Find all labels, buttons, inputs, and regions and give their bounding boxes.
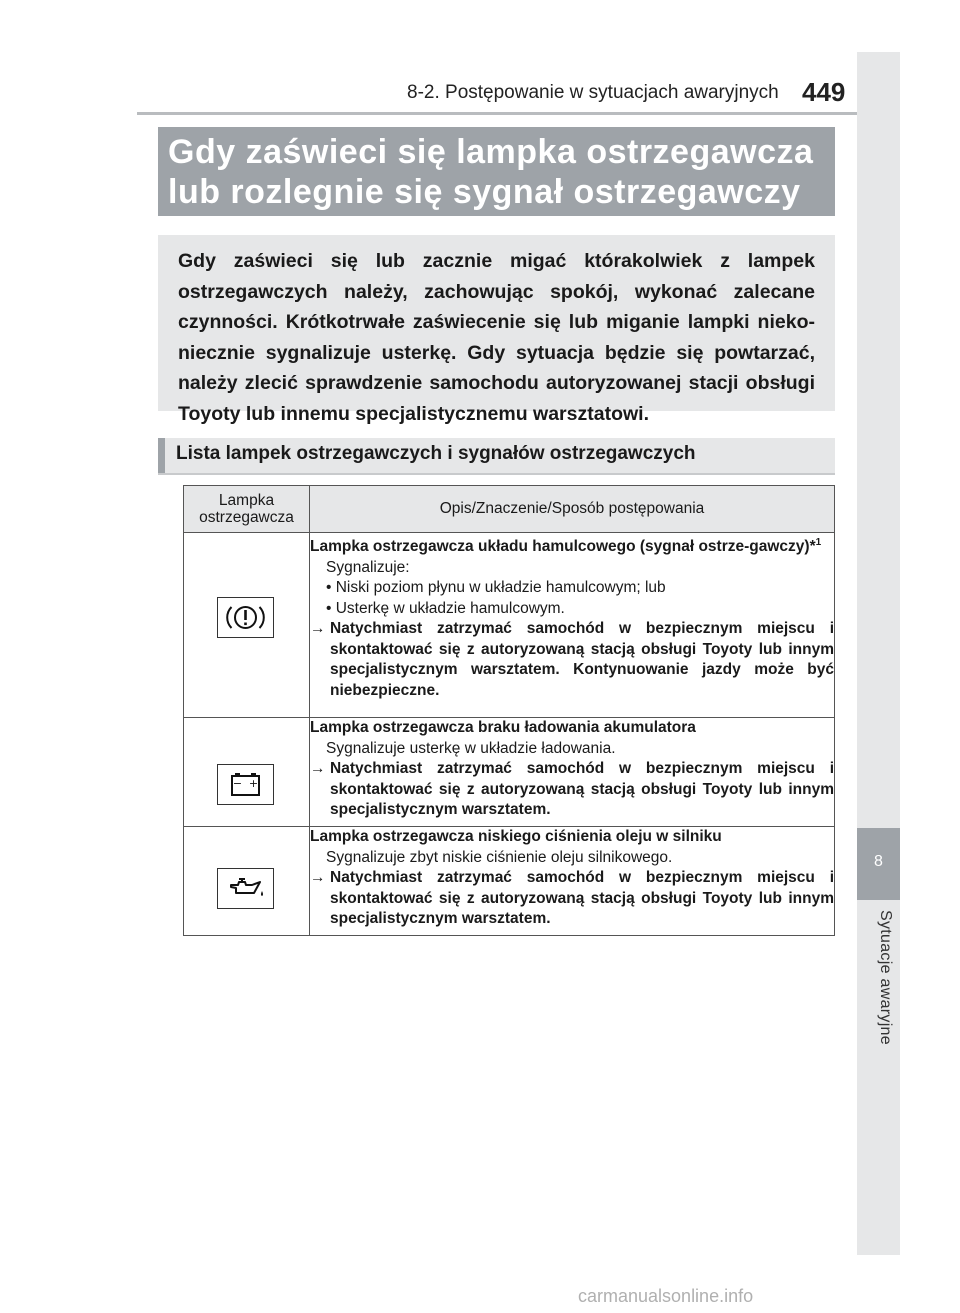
lamp-action-text: Natychmiast zatrzymać samochód w bezpiecznym miejscu i skontaktować się z autoryzowaną stacją obsługi Toyoty lub innym specjalistycznym warsztatem. (330, 760, 834, 818)
chapter-side-tab (857, 52, 900, 1255)
description-cell (310, 718, 835, 827)
column-header-description: Opis/Znaczenie/Sposób postępowania (310, 486, 835, 533)
oil-pressure-icon (217, 868, 274, 909)
lamp-action-text: Natychmiast zatrzymać samochód w bezpiecznym miejscu i skontaktować się z autoryzowaną stacją obsługi Toyoty lub innym specjalistycznym warsztatem. (330, 869, 834, 927)
warning-lamp-table (183, 485, 835, 936)
page-number: 449 (802, 77, 846, 107)
lamp-title: Lampka ostrzegawcza niskiego ciśnienia oleju w silniku (310, 828, 722, 845)
chapter-number: 8 (857, 828, 900, 900)
subheading-accent-bar (158, 438, 165, 473)
page-title (158, 127, 835, 216)
battery-icon (217, 764, 274, 805)
footnote-marker: 1 (815, 537, 822, 548)
arrow-icon: → (310, 760, 326, 777)
arrow-icon: → (310, 869, 326, 886)
lamp-signal-text: Sygnalizuje: (326, 558, 410, 576)
subheading-text: Lista lampek ostrzegawczych i sygnałów ostrzegawczych (176, 443, 696, 464)
table-header-row (184, 486, 835, 533)
watermark: carmanualsonline.info (578, 1286, 754, 1306)
lamp-action (310, 868, 834, 930)
lamp-action (310, 619, 834, 701)
icon-cell (184, 718, 310, 827)
subheading (158, 438, 835, 475)
intro-box (158, 235, 835, 425)
brake-warning-icon (217, 597, 274, 638)
description-cell (310, 533, 835, 718)
battery-minus-symbol: − (232, 777, 243, 790)
intro-text: Gdy zaświeci się lub zacznie migać którakolwiek z lampek ostrzegawczych należy, zachowując spokój, wykonać zalecane czynności. Krótkotrwałe zaświecenie się lub miganie lampki nieko-niecznie sygnalizuje usterkę. Gdy sytuacja będzie się powtarzać, należy zlecić sprawdzenie samochodu autoryzowanej stacji obsługi Toyoty lub innemu specjalistycznemu warsztatowi. (178, 250, 815, 425)
description-cell (310, 827, 835, 936)
lamp-signal-item: • Niski poziom płynu w układzie hamulcowym; lub (326, 579, 666, 597)
table-row (184, 533, 835, 718)
lamp-title-text: Lampka ostrzegawcza układu hamulcowego (sygnał ostrze-gawczy)* (310, 538, 816, 556)
lamp-title (310, 533, 834, 558)
table-row (184, 827, 835, 936)
page-title-line-2: lub rozlegnie się sygnał ostrzegawczy (168, 173, 801, 211)
lamp-signal-text: Sygnalizuje zbyt niskie ciśnienie oleju silnikowego. (326, 848, 673, 866)
lamp-action (310, 759, 834, 821)
lamp-title: Lampka ostrzegawcza braku ładowania akumulatora (310, 719, 696, 736)
chapter-title: Sytuacje awaryjne (877, 910, 894, 1045)
column-header-lamp: Lampka ostrzegawcza (184, 486, 310, 533)
lamp-signal-text: Sygnalizuje usterkę w układzie ładowania. (326, 739, 616, 757)
header-rule (137, 112, 900, 115)
icon-cell (184, 533, 310, 718)
lamp-signal-item: • Usterkę w układzie hamulcowym. (326, 599, 565, 617)
arrow-icon: → (310, 620, 326, 638)
lamp-action-text: Natychmiast zatrzymać samochód w bezpiecznym miejscu i skontaktować się z autoryzowaną stacją obsługi Toyoty lub innym specjalistycznym warsztatem. Kontynuowanie jazdy może być niebezpieczne. (330, 620, 834, 699)
battery-plus-symbol: + (248, 777, 259, 790)
icon-cell (184, 827, 310, 936)
section-title: 8-2. Postępowanie w sytuacjach awaryjnych (407, 82, 779, 103)
table-row (184, 718, 835, 827)
page-title-line-1: Gdy zaświeci się lampka ostrzegawcza (168, 133, 814, 171)
